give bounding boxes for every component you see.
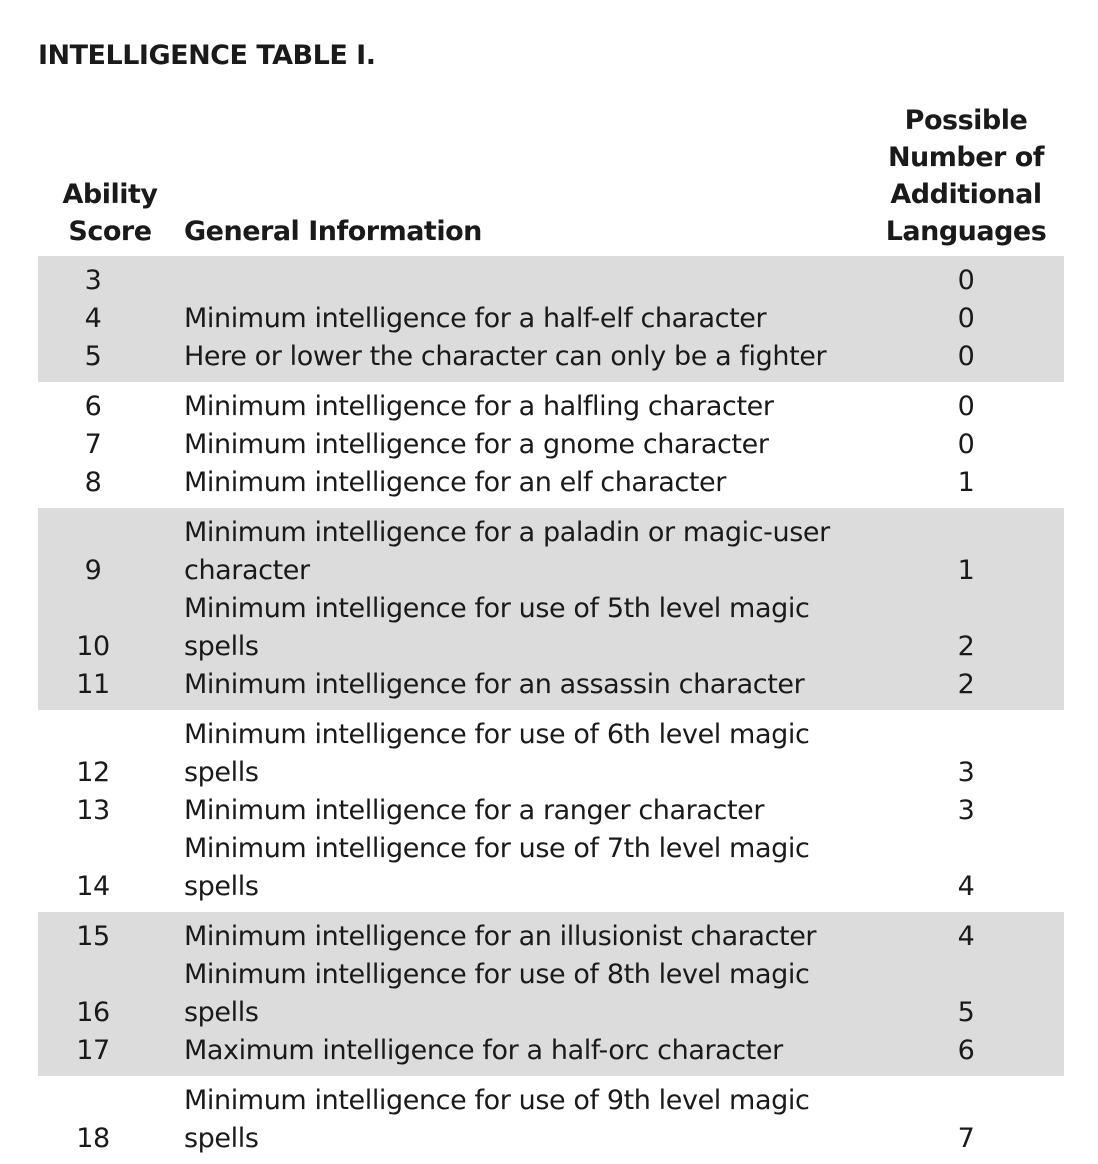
additional-languages-cell: 0 — [957, 265, 975, 296]
row-group — [38, 382, 1064, 508]
header-additional-languages — [876, 102, 1056, 250]
header-ability-score — [48, 176, 172, 250]
header-languages-line: Languages — [885, 216, 1047, 247]
additional-languages-cell: 2 — [957, 631, 975, 662]
general-information-cell: Minimum intelligence for use of 8th level magic spells — [184, 959, 810, 1028]
ability-score-cell: 18 — [76, 1123, 110, 1154]
table-header — [38, 98, 1064, 256]
table-row — [38, 830, 1064, 906]
additional-languages-cell: 1 — [957, 555, 975, 586]
ability-score-cell: 16 — [76, 997, 110, 1028]
additional-languages-cell: 1 — [957, 467, 975, 498]
ability-score-cell: 12 — [76, 757, 110, 788]
header-ability-score-line: Score — [68, 216, 152, 247]
ability-score-cell: 15 — [76, 921, 110, 952]
table-title: INTELLIGENCE TABLE I. — [38, 40, 376, 71]
general-information-cell: Minimum intelligence for a half-elf character — [184, 303, 767, 334]
additional-languages-cell: 0 — [957, 429, 975, 460]
general-information-cell: Minimum intelligence for a halfling character — [184, 391, 774, 422]
general-information-cell: Maximum intelligence for a half-orc character — [184, 1035, 783, 1066]
header-languages-line: Number of — [887, 142, 1045, 173]
row-group — [38, 508, 1064, 710]
row-group — [38, 1076, 1064, 1164]
additional-languages-cell: 4 — [957, 871, 975, 902]
general-information-cell: Minimum intelligence for an assassin character — [184, 669, 805, 700]
table-row — [38, 464, 1064, 502]
ability-score-cell: 14 — [76, 871, 110, 902]
ability-score-cell: 10 — [76, 631, 110, 662]
table-row — [38, 1032, 1064, 1070]
general-information-cell: Minimum intelligence for use of 7th level magic spells — [184, 833, 810, 902]
header-languages-line: Additional — [890, 179, 1042, 210]
header-ability-score-line: Ability — [62, 179, 158, 210]
table-row — [38, 792, 1064, 830]
ability-score-cell: 6 — [84, 391, 102, 422]
general-information-cell: Minimum intelligence for a paladin or magic-user character — [184, 517, 830, 586]
additional-languages-cell: 3 — [957, 757, 975, 788]
table-row — [38, 666, 1064, 704]
ability-score-cell: 9 — [84, 555, 102, 586]
intelligence-table — [38, 98, 1064, 1164]
row-group — [38, 710, 1064, 912]
additional-languages-cell: 4 — [957, 921, 975, 952]
ability-score-cell: 13 — [76, 795, 110, 826]
ability-score-cell: 4 — [84, 303, 102, 334]
ability-score-cell: 7 — [84, 429, 102, 460]
table-body — [38, 256, 1064, 1164]
table-row — [38, 300, 1064, 338]
ability-score-cell: 17 — [76, 1035, 110, 1066]
table-row — [38, 426, 1064, 464]
header-general-information: General Information — [184, 216, 482, 247]
table-row — [38, 262, 1064, 300]
ability-score-cell: 3 — [84, 265, 102, 296]
header-languages-line: Possible — [904, 105, 1028, 136]
table-row — [38, 956, 1064, 1032]
table-row — [38, 590, 1064, 666]
general-information-cell: Here or lower the character can only be a fighter — [184, 341, 827, 372]
table-row — [38, 514, 1064, 590]
row-group — [38, 912, 1064, 1076]
ability-score-cell: 5 — [84, 341, 102, 372]
additional-languages-cell: 0 — [957, 341, 975, 372]
general-information-cell: Minimum intelligence for a ranger character — [184, 795, 765, 826]
table-row — [38, 388, 1064, 426]
general-information-cell: Minimum intelligence for use of 5th level magic spells — [184, 593, 810, 662]
additional-languages-cell: 5 — [957, 997, 975, 1028]
additional-languages-cell: 2 — [957, 669, 975, 700]
additional-languages-cell: 6 — [957, 1035, 975, 1066]
ability-score-cell: 8 — [84, 467, 102, 498]
additional-languages-cell: 3 — [957, 795, 975, 826]
table-row — [38, 918, 1064, 956]
additional-languages-cell: 0 — [957, 303, 975, 334]
table-row — [38, 338, 1064, 376]
additional-languages-cell: 7 — [957, 1123, 975, 1154]
additional-languages-cell: 0 — [957, 391, 975, 422]
ability-score-cell: 11 — [76, 669, 110, 700]
general-information-cell: Minimum intelligence for use of 9th level magic spells — [184, 1085, 810, 1154]
general-information-cell: Minimum intelligence for an illusionist character — [184, 921, 817, 952]
general-information-cell: Minimum intelligence for an elf character — [184, 467, 726, 498]
table-row — [38, 716, 1064, 792]
row-group — [38, 256, 1064, 382]
general-information-cell: Minimum intelligence for use of 6th level magic spells — [184, 719, 810, 788]
general-information-cell: Minimum intelligence for a gnome character — [184, 429, 769, 460]
table-row — [38, 1082, 1064, 1158]
